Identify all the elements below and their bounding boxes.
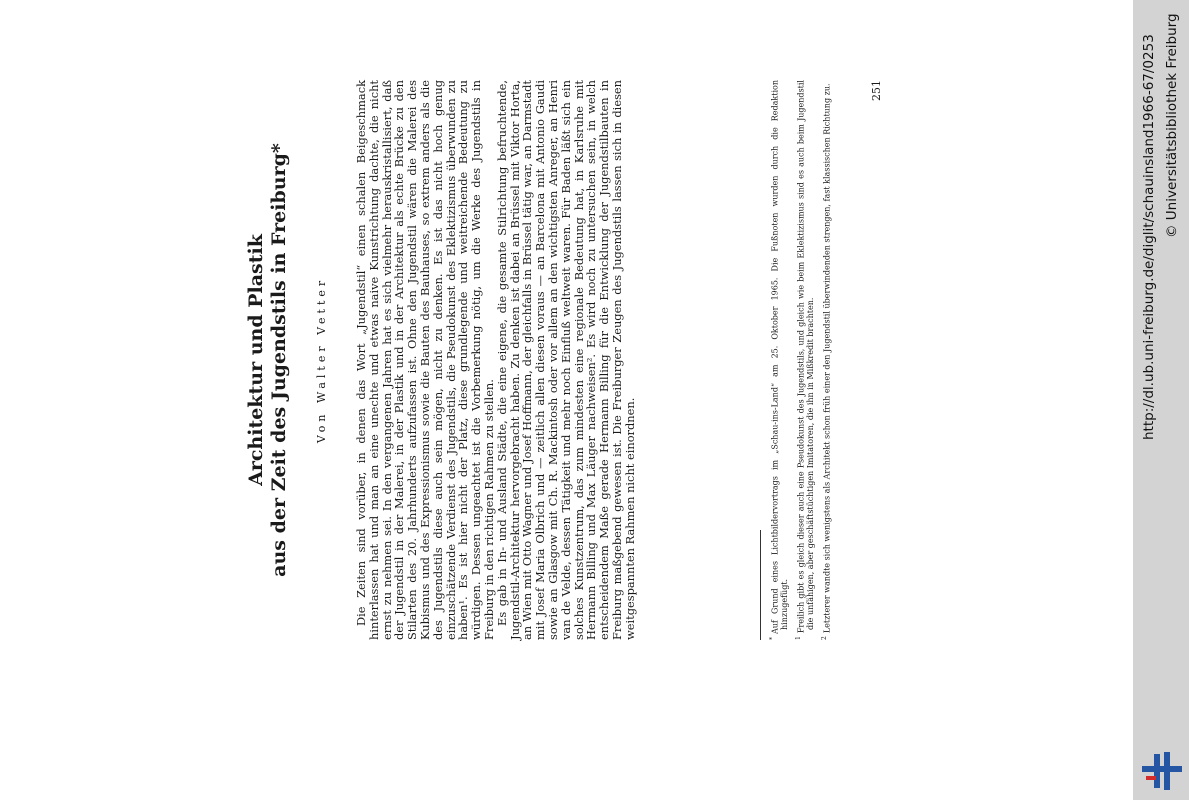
footnote [794,80,816,640]
logo-bar-vertical-left [1154,754,1160,788]
article-author: Von Walter Vetter [315,276,328,444]
footnote-text: Auf Grund eines Lichtbildervortrags im „Schau-ins-Land“ am 25. Oktober 1965. Die Fußnoten wurden durch die Redaktion hinzugefügt. [770,80,790,634]
title-line-2: aus der Zeit des Jugendstils in Freiburg* [268,143,290,577]
footnote [768,80,790,640]
logo-accent-red [1146,776,1156,780]
paragraph: Es gab in In- und Ausland Städte, die eine eigene, die gesamte Stilrichtung befruchtende, Jugendstil-Architektur hervorgebracht haben. Zu denken ist dabei an Brüssel mit Viktor Horta, an Wien mit Otto Wagner und Josef Hoffmann, der gleichfalls in Brüssel tätig war, an Darmstadt mit Josef Maria Olbrich und — zeitlich allen diesen voraus — an Barcelona mit Antonio Gaudi sowie an Glasgow mit Ch. R. Mackintosh oder vor allem an den wichtigsten Anreger, an Henri van de Velde, dessen Tätigkeit und mehr noch Einfluß weltweit waren. Für Baden läßt sich ein solches Kunstzentrum, das zum mindesten eine regionale Bedeutung hat, in Karlsruhe mit Hermann Billing und Max Läuger nachweisen². Es wird noch zu untersuchen sein, in welch entscheidendem Maße gerade Hermann Billing für die Entwicklung der Jugendstilbauten in Freiburg maßgebend gewesen ist. Die Freiburger Zeugen des Jugendstils lassen sich in diesen weitgespannten Rahmen nicht einordnen. [494,80,637,640]
paragraph: Die Zeiten sind vorüber, in denen das Wort „Jugendstil“ einen schalen Beigeschmack hinterlassen hat und man an eine unechte und etwas naive Kunstrichtung dachte, die nicht ernst zu nehmen sei. In den vergangenen Jahren hat es sich vielmehr herauskristallisiert, daß der Jugendstil in der Malerei, in der Plastik und in der Architektur als echte Brücke zu den Stilarten des 20. Jahrhunderts aufzufassen ist. Ohne den Jugendstil wären die Malerei des Kubismus und des Expressionismus sowie die Bauten des Bauhauses, so extrem anders als die des Jugendstils diese auch sein mögen, nicht zu denken. Es ist das nicht hoch genug einzuschätzende Verdienst des Jugendstils, die Pseudokunst des Eklektizismus überwunden zu haben¹. Es ist hier nicht der Platz, diese grundlegende und weitreichende Bedeutung zu würdigen. Dessen ungeachtet ist die Vorbemerkung nötig, um die Werke des Jugendstils in Freiburg in den richtigen Rahmen zu stellen. [354,80,496,640]
footnote-mark: * [769,637,776,640]
rotated-page [240,80,1000,640]
article-title [245,80,291,640]
footnote [820,80,832,640]
logo-bar-vertical-right [1164,752,1170,790]
copyright-notice: © Universitätsbibliothek Freiburg [1164,13,1180,238]
footnotes [768,80,836,640]
title-line-1: Architektur und Plastik [245,234,267,486]
footnote-mark: 1 [794,636,802,640]
ub-freiburg-logo-icon [1140,748,1184,792]
footnote-mark: 2 [820,636,828,640]
footnote-divider [760,530,761,640]
source-url-link[interactable]: http://dl.ub.uni-freiburg.de/diglit/schauinsland1966-67/0253 [1141,34,1157,440]
logo-bar-horizontal [1142,766,1182,772]
article-body [355,80,637,640]
page-number: 251 [870,80,883,101]
footnote-text: Letzterer wandte sich wenigstens als Architekt schon früh einer den Jugendstil überwindenden strengen, fast klassischen Richtung zu. [822,83,832,634]
footnote-text: Freilich gibt es gleich dieser auch eine Pseudokunst des Jugendstils, und gleich wie beim Eklektizismus sind es auch beim Jugendstil die unfähigen, aber geschäftstüchtigen Imitatoren, die ihn in Mißkredit brachten. [796,80,816,634]
